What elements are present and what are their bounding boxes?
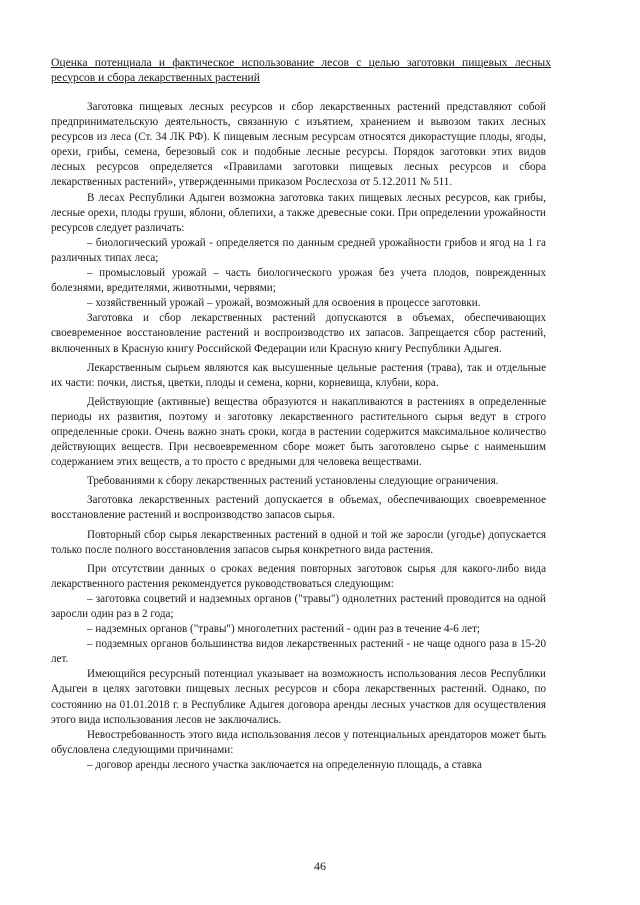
paragraph: При отсутствии данных о сроках ведения повторных заготовок сырья для какого-либо вида лекарственного растения рекомендуется руководствоваться следующим: [51, 562, 546, 590]
paragraph: Имеющийся ресурсный потенциал указывает на возможность использования лесов Республики Адыгеи в целях заготовки пищевых лесных ресурсов и сбора лекарственных растений. Однако, по состоянию на 01.01.2018 г. в Республике Адыгея договора аренды лесных участков для осуществления этого вида использования лесов не заключались. [51, 668, 546, 726]
paragraph: Требованиями к сбору лекарственных растений установлены следующие ограничения. [87, 475, 499, 488]
list-item: – хозяйственный урожай – урожай, возможный для освоения в процессе заготовки. [87, 297, 481, 310]
list-item: – подземных органов большинства видов лекарственных растений - не чаще одного раза в 15-20 лет. [51, 638, 546, 666]
body-text [51, 100, 546, 773]
list-item: – заготовка соцветий и надземных органов ("травы") однолетних растений проводится на одной заросли один раз в 2 года; [51, 592, 546, 620]
page-number: 46 [314, 859, 326, 873]
paragraph: В лесах Республики Адыгеи возможна заготовка таких пищевых лесных ресурсов, как грибы, лесные орехи, плоды груши, яблони, облепихи, а также древесные соки. При определении урожайности ресурсов следует различать: [51, 191, 546, 234]
list-item: – биологический урожай - определяется по данным средней урожайности грибов и ягод на 1 га различных типах леса; [51, 236, 546, 264]
paragraph: Действующие (активные) вещества образуются и накапливаются в растениях в определенные периоды их развития, поэтому и заготовку лекарственного растительного сырья ведут в строго определенные сроки. Очень важно знать сроки, когда в растении содержится максимальное количество действующих веществ. При несвоевременном сборе может быть заготовлено сырье с наименьшим содержанием этих веществ, а то просто с вредными для человека веществами. [51, 395, 546, 469]
list-item: – договор аренды лесного участка заключается на определенную площадь, а ставка [87, 758, 482, 771]
list-item: – надземных органов ("травы") многолетних растений - один раз в течение 4-6 лет; [87, 623, 481, 636]
paragraph: Лекарственным сырьем являются как высушенные цельные растения (трава), так и отдельные их части: почки, листья, цветки, плоды и семена, корни, корневища, клубни, кора. [51, 361, 546, 389]
paragraph: Заготовка лекарственных растений допускается в объемах, обеспечивающих своевременное восстановление растений и воспроизводство запасов сырья. [51, 494, 546, 522]
paragraph: Невостребованность этого вида использования лесов у потенциальных арендаторов может быть обусловлена следующими причинами: [51, 728, 546, 756]
list-item: – промысловый урожай – часть биологического урожая без учета плодов, поврежденных болезнями, вредителями, животными, червями; [51, 267, 546, 295]
paragraph: Заготовка пищевых лесных ресурсов и сбор лекарственных растений представляют собой предпринимательскую деятельность, связанную с изъятием, хранением и вывозом таких лесных ресурсов из леса (Ст. 34 ЛК РФ). К пищевым лесным ресурсам относятся дикорастущие плоды, ягоды, орехи, грибы, семена, березовый сок и подобные лесные ресурсы. Порядок заготовки этих видов лесных ресурсов определяется «Правилами заготовки пищевых лесных ресурсов и сбора лекарственных растений», утвержденными приказом Рослесхоза от 5.12.2011 № 511. [51, 101, 546, 189]
section-heading: Оценка потенциала и фактическое использование лесов с целью заготовки пищевых лесных ресурсов и сбора лекарственных растений [51, 56, 551, 84]
paragraph: Повторный сбор сырья лекарственных растений в одной и той же заросли (угодье) допускается только после полного восстановления запасов сырья конкретного вида растения. [51, 528, 546, 556]
paragraph: Заготовка и сбор лекарственных растений допускаются в объемах, обеспечивающих своевременное восстановление растений и воспроизводство их запасов. Запрещается сбор растений, включенных в Красную книгу Российской Федерации или Красную книгу Республики Адыгея. [51, 312, 546, 355]
